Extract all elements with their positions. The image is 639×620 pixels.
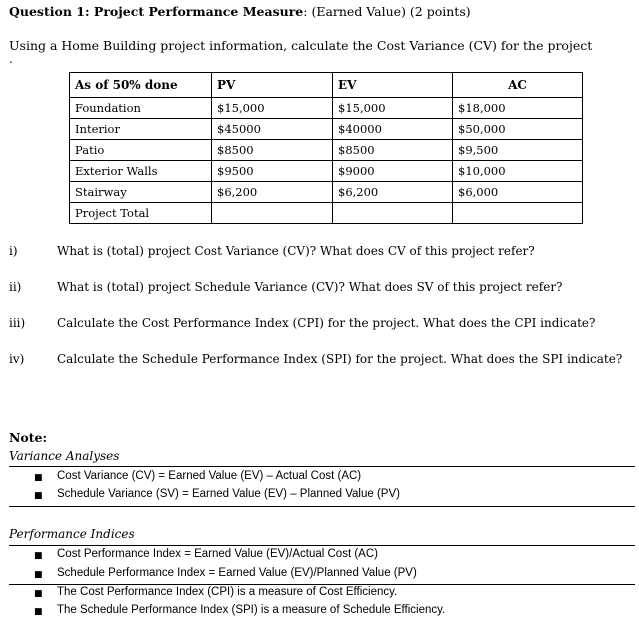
table-cell: $45000 [212, 119, 333, 140]
question-intro: Using a Home Building project information, calculate the Cost Variance (CV) for the project [9, 38, 593, 53]
table-row [70, 119, 583, 140]
table-cell: $50,000 [453, 119, 583, 140]
table-cell: $15,000 [333, 98, 453, 119]
bullet-icon: ■ [34, 551, 43, 561]
table-cell: Stairway [70, 182, 212, 203]
question-number: ii) [9, 280, 22, 294]
divider [9, 545, 635, 546]
question-text: Calculate the Schedule Performance Index (SPI) for the project. What does the SPI indicate? [57, 352, 623, 366]
note-label: Note: [9, 430, 48, 445]
table-row-total [70, 203, 583, 224]
question-title-rest: : (Earned Value) (2 points) [303, 4, 471, 19]
table-cell: Project Total [70, 203, 212, 224]
earned-value-table [69, 72, 583, 224]
table-cell: $40000 [333, 119, 453, 140]
header-status: As of 50% done [70, 73, 212, 98]
variance-item: Cost Variance (CV) = Earned Value (EV) – Actual Cost (AC) [57, 470, 362, 482]
indices-item: The Cost Performance Index (CPI) is a measure of Cost Efficiency. [57, 586, 398, 598]
header-pv: PV [212, 73, 333, 98]
header-ac: AC [453, 73, 583, 98]
table-cell: $8500 [333, 140, 453, 161]
table-cell: Exterior Walls [70, 161, 212, 182]
table-cell [333, 203, 453, 224]
question-title-bold: Question 1: Project Performance Measure [9, 4, 304, 19]
bullet-icon: ■ [34, 473, 43, 483]
question-intro-dot: . [9, 52, 13, 66]
table-cell: $6,000 [453, 182, 583, 203]
indices-item: The Schedule Performance Index (SPI) is a measure of Schedule Efficiency. [57, 604, 446, 616]
divider [9, 506, 635, 507]
table-cell: $8500 [212, 140, 333, 161]
table-row [70, 182, 583, 203]
table-row [70, 98, 583, 119]
table-row [70, 161, 583, 182]
header-ev: EV [333, 73, 453, 98]
bullet-icon: ■ [34, 607, 43, 617]
table-cell [212, 203, 333, 224]
table-cell: $15,000 [212, 98, 333, 119]
table-cell [453, 203, 583, 224]
indices-item: Cost Performance Index = Earned Value (EV)/Actual Cost (AC) [57, 548, 378, 560]
question-number: iv) [9, 352, 25, 366]
variance-item: Schedule Variance (SV) = Earned Value (EV) – Planned Value (PV) [57, 488, 400, 500]
divider [9, 466, 635, 467]
question-number: iii) [9, 316, 26, 330]
indices-item: Schedule Performance Index = Earned Value (EV)/Planned Value (PV) [57, 567, 417, 579]
question-text: What is (total) project Schedule Variance (CV)? What does SV of this project refer? [57, 280, 563, 294]
divider [9, 584, 635, 585]
question-text: Calculate the Cost Performance Index (CPI) for the project. What does the CPI indicate? [57, 316, 596, 330]
table-cell: Foundation [70, 98, 212, 119]
table-cell: Patio [70, 140, 212, 161]
table-cell: $9,500 [453, 140, 583, 161]
table-cell: $9000 [333, 161, 453, 182]
bullet-icon: ■ [34, 589, 43, 599]
table-row [70, 140, 583, 161]
table-cell: $6,200 [333, 182, 453, 203]
table-cell: $9500 [212, 161, 333, 182]
table-cell: Interior [70, 119, 212, 140]
table-cell: $10,000 [453, 161, 583, 182]
indices-heading: Performance Indices [9, 527, 135, 541]
table-header-row [70, 73, 583, 98]
bullet-icon: ■ [34, 491, 43, 501]
variance-heading: Variance Analyses [9, 449, 120, 463]
table-cell: $18,000 [453, 98, 583, 119]
bullet-icon: ■ [34, 570, 43, 580]
question-text: What is (total) project Cost Variance (CV)? What does CV of this project refer? [57, 244, 535, 258]
table-cell: $6,200 [212, 182, 333, 203]
question-title [9, 4, 471, 19]
question-number: i) [9, 244, 18, 258]
